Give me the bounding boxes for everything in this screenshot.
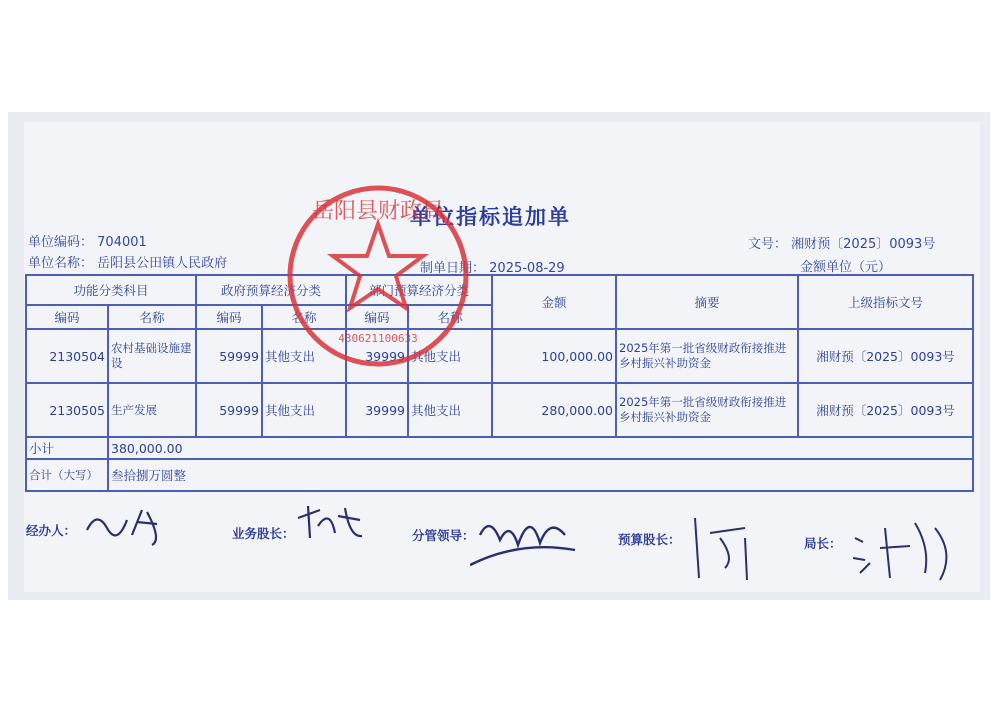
total-label: 合计（大写） — [26, 459, 108, 491]
section-chief-label: 业务股长： — [232, 526, 295, 541]
handler-signature — [82, 500, 172, 550]
dept-code-cell: 39999 — [346, 383, 408, 437]
dept-name-cell: 其他支出 — [408, 383, 492, 437]
unit-name-label: 单位名称： — [28, 256, 94, 271]
leader-label: 分管领导： — [412, 528, 475, 543]
header-amount: 金额 — [492, 275, 616, 329]
header-dept-name: 名称 — [408, 305, 492, 329]
subtotal-row — [26, 437, 973, 459]
header-superior: 上级指标文号 — [798, 275, 973, 329]
handler-label: 经办人： — [26, 523, 77, 538]
leader-signature — [470, 505, 580, 575]
unit-code-label: 单位编码： — [28, 235, 94, 250]
amount-unit: 金额单位（元） — [800, 260, 892, 275]
indicator-table — [25, 274, 974, 492]
header-func-name: 名称 — [108, 305, 196, 329]
unit-name-value: 岳阳县公田镇人民政府 — [97, 256, 228, 271]
total-words: 叁拾捌万圆整 — [108, 459, 973, 491]
gov-name-cell: 其他支出 — [262, 383, 346, 437]
table-row — [26, 329, 973, 383]
budget-chief-label: 预算股长： — [618, 532, 681, 547]
budget-chief-signature — [685, 508, 765, 588]
header-gov-code: 编码 — [196, 305, 262, 329]
amount-cell: 100,000.00 — [492, 329, 616, 383]
gov-code-cell: 59999 — [196, 329, 262, 383]
gov-name-cell: 其他支出 — [262, 329, 346, 383]
total-row — [26, 459, 973, 491]
doc-no-label: 文号： — [748, 237, 788, 252]
summary-cell: 2025年第一批省级财政衔接推进乡村振兴补助资金 — [616, 329, 798, 383]
doc-number — [748, 233, 935, 252]
header-summary: 摘要 — [616, 275, 798, 329]
subtotal-value: 380,000.00 — [108, 437, 973, 459]
date-value: 2025-08-29 — [489, 261, 565, 276]
subtotal-label: 小计 — [26, 437, 108, 459]
func-code-cell: 2130505 — [26, 383, 108, 437]
header-func-code: 编码 — [26, 305, 108, 329]
gov-code-cell: 59999 — [196, 383, 262, 437]
section-chief-signature — [290, 498, 370, 553]
dept-name-cell: 其他支出 — [408, 329, 492, 383]
unit-name — [28, 252, 227, 271]
summary-cell: 2025年第一批省级财政衔接推进乡村振兴补助资金 — [616, 383, 798, 437]
func-name-cell: 农村基础设施建设 — [108, 329, 196, 383]
official-seal — [278, 176, 478, 376]
date-label: 制单日期： — [420, 261, 486, 276]
header-func: 功能分类科目 — [26, 275, 196, 305]
seal-text: 岳阳县财政局 — [311, 199, 445, 224]
table-row — [26, 383, 973, 437]
header-gov: 政府预算经济分类 — [196, 275, 346, 305]
func-name-cell: 生产发展 — [108, 383, 196, 437]
amount-cell: 280,000.00 — [492, 383, 616, 437]
director-signature — [845, 508, 965, 588]
form-title: 单位指标追加单 — [410, 205, 571, 229]
unit-code — [28, 231, 147, 250]
header-dept: 部门预算经济分类 — [346, 275, 492, 305]
doc-no-value: 湘财预〔2025〕0093号 — [791, 237, 936, 252]
dept-code-cell: 39999 — [346, 329, 408, 383]
seal-number: 430621100633 — [338, 332, 418, 345]
superior-doc-cell: 湘财预〔2025〕0093号 — [798, 329, 973, 383]
unit-code-value: 704001 — [97, 235, 147, 250]
superior-doc-cell: 湘财预〔2025〕0093号 — [798, 383, 973, 437]
header-gov-name: 名称 — [262, 305, 346, 329]
director-label: 局长： — [804, 536, 842, 551]
func-code-cell: 2130504 — [26, 329, 108, 383]
header-dept-code: 编码 — [346, 305, 408, 329]
